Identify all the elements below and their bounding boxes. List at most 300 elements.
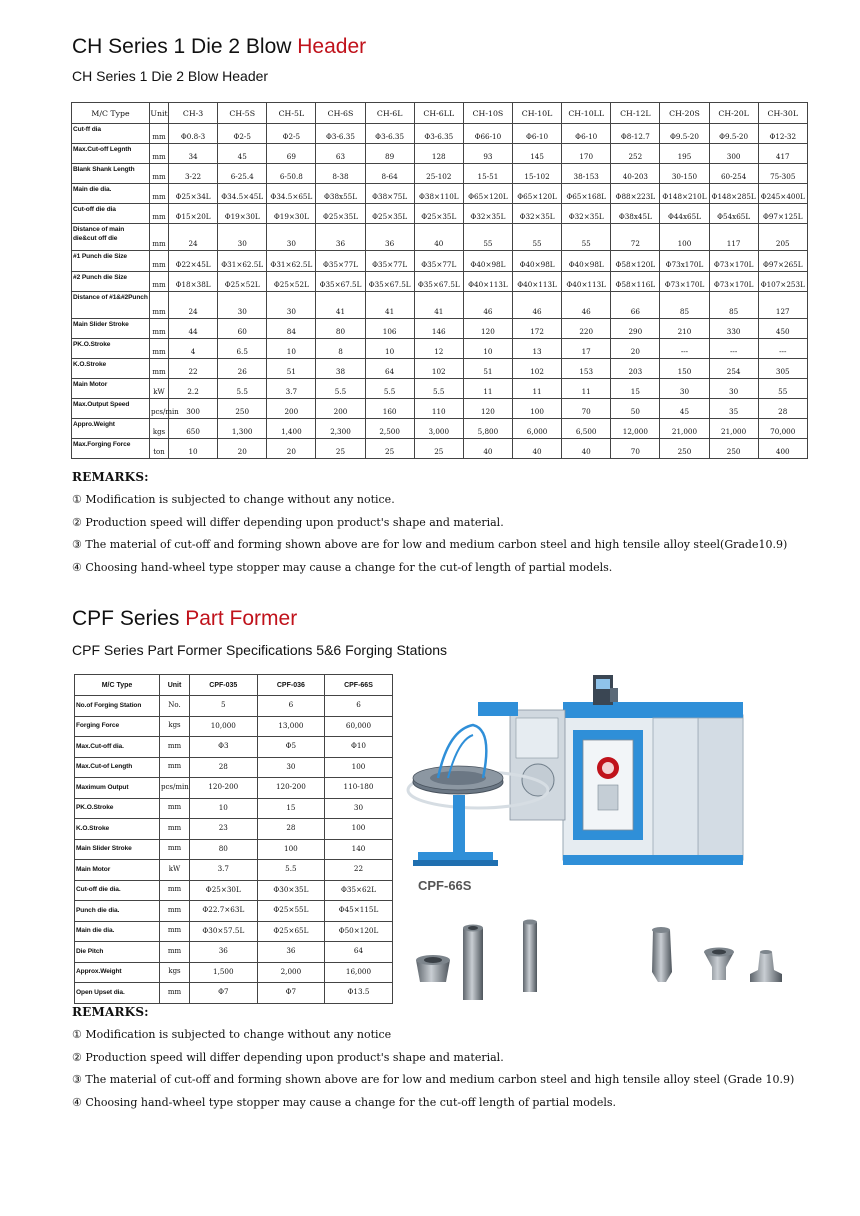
cpf-remark-2: ② Production speed will differ depending upon product's shape and material. (72, 1050, 504, 1064)
ch-value-cell: Φ38×75L (365, 184, 414, 204)
cpf-row-label: Die Pitch (75, 942, 160, 963)
ch-unit-header: Unit (150, 103, 169, 124)
cpf-value-cell: 15 (257, 798, 325, 819)
ch-value-cell: Φ32×35L (463, 204, 512, 224)
cpf-row-unit: mm (160, 737, 190, 758)
cpf-value-cell: 100 (325, 757, 393, 778)
cpf-value-cell: 120-200 (190, 778, 258, 799)
cpf-value-cell: Φ5 (257, 737, 325, 758)
ch-value-cell: 128 (414, 144, 463, 164)
ch-value-cell: --- (709, 338, 758, 358)
ch-value-cell: Φ73x170L (660, 251, 709, 271)
ch-value-cell: 17 (562, 338, 611, 358)
ch-value-cell: 44 (169, 318, 218, 338)
ch-value-cell: 15-102 (512, 164, 561, 184)
ch-table-row (72, 318, 808, 338)
ch-table-row (72, 271, 808, 291)
ch-row-unit: mm (150, 184, 169, 204)
ch-row-unit: mm (150, 164, 169, 184)
cpf-series-subtitle: CPF Series Part Former Specifications 5&6 Forging Stations (72, 642, 448, 658)
cpf-row-unit: mm (160, 983, 190, 1004)
ch-table-row (72, 439, 808, 459)
ch-remark-4: ④ Choosing hand-wheel type stopper may cause a change for the cut-of length of partial models. (72, 560, 613, 574)
cpf-value-cell: 3.7 (190, 860, 258, 881)
ch-row-label: Main die dia. (72, 184, 150, 204)
ch-row-label: Cut-ff dia (72, 124, 150, 144)
ch-value-cell: Φ31×62.5L (218, 251, 267, 271)
ch-value-cell: 45 (660, 399, 709, 419)
cpf-table-row (75, 716, 393, 737)
ch-value-cell: 2,300 (316, 419, 365, 439)
ch-value-cell: 38-153 (562, 164, 611, 184)
cpf-row-label: Main Slider Stroke (75, 839, 160, 860)
cpf-header-row (75, 675, 393, 696)
ch-value-cell: 11 (463, 378, 512, 398)
ch-value-cell: Φ40×98L (512, 251, 561, 271)
ch-value-cell: 40 (414, 224, 463, 251)
ch-value-cell: Φ31×62.5L (267, 251, 316, 271)
ch-value-cell: Φ245×400L (758, 184, 807, 204)
ch-value-cell: Φ9.5-20 (709, 124, 758, 144)
cpf-row-unit: kgs (160, 716, 190, 737)
ch-value-cell: 38 (316, 358, 365, 378)
ch-series-subtitle: CH Series 1 Die 2 Blow Header (72, 68, 269, 84)
cpf-row-unit: mm (160, 798, 190, 819)
ch-row-unit: mm (150, 291, 169, 318)
ch-value-cell: 46 (512, 291, 561, 318)
cpf-table-row (75, 880, 393, 901)
ch-value-cell: 20 (218, 439, 267, 459)
cpf-row-label: Maximum Output (75, 778, 160, 799)
ch-value-cell: 203 (611, 358, 660, 378)
ch-model-header: CH-3 (169, 103, 218, 124)
ch-value-cell: 28 (758, 399, 807, 419)
ch-model-header: CH-5S (218, 103, 267, 124)
ch-row-unit: kgs (150, 419, 169, 439)
part-4 (652, 927, 672, 982)
ch-table-row (72, 399, 808, 419)
cpf-row-unit: mm (160, 921, 190, 942)
ch-value-cell: Φ25×35L (365, 204, 414, 224)
cpf-value-cell: Φ25×65L (257, 921, 325, 942)
ch-value-cell: 25-102 (414, 164, 463, 184)
ch-table-row (72, 358, 808, 378)
ch-value-cell: --- (758, 338, 807, 358)
ch-value-cell: 200 (316, 399, 365, 419)
ch-title-black: CH Series 1 Die 2 Blow (72, 35, 292, 58)
ch-table-row (72, 184, 808, 204)
cpf-value-cell: 30 (325, 798, 393, 819)
ch-value-cell: 24 (169, 224, 218, 251)
cpf-remarks-title: REMARKS: (72, 1005, 149, 1019)
ch-value-cell: 12,000 (611, 419, 660, 439)
ch-value-cell: 127 (758, 291, 807, 318)
cpf-row-label: Main Motor (75, 860, 160, 881)
ch-row-unit: mm (150, 271, 169, 291)
cpf-table-row (75, 757, 393, 778)
ch-value-cell: 300 (709, 144, 758, 164)
ch-value-cell: Φ18×38L (169, 271, 218, 291)
ch-value-cell: 51 (267, 358, 316, 378)
ch-value-cell: 10 (365, 338, 414, 358)
ch-value-cell: Φ40×113L (512, 271, 561, 291)
ch-value-cell: 66 (611, 291, 660, 318)
cpf-value-cell: 10 (190, 798, 258, 819)
ch-value-cell: 6-25.4 (218, 164, 267, 184)
ch-value-cell: 6.5 (218, 338, 267, 358)
ch-remark-1: ① Modification is subjected to change without any notice. (72, 493, 395, 506)
cpf-66s-photo-label: CPF-66S (418, 878, 472, 893)
ch-value-cell: 55 (512, 224, 561, 251)
ch-value-cell: Φ0.8-3 (169, 124, 218, 144)
ch-value-cell: 220 (562, 318, 611, 338)
part-2 (463, 925, 483, 1001)
ch-spec-table (71, 102, 808, 459)
ch-row-label: Appro.Weight (72, 419, 150, 439)
cpf-value-cell: Φ10 (325, 737, 393, 758)
ch-value-cell: 5.5 (316, 378, 365, 398)
ch-row-unit: mm (150, 224, 169, 251)
ch-value-cell: Φ32×35L (512, 204, 561, 224)
ch-value-cell: Φ3-6.35 (316, 124, 365, 144)
ch-value-cell: 36 (365, 224, 414, 251)
cpf-table-row (75, 778, 393, 799)
ch-table-row (72, 251, 808, 271)
ch-value-cell: 250 (660, 439, 709, 459)
ch-value-cell: 153 (562, 358, 611, 378)
cpf-value-cell: 23 (190, 819, 258, 840)
ch-value-cell: Φ40×98L (562, 251, 611, 271)
ch-value-cell: 6-50.8 (267, 164, 316, 184)
ch-value-cell: 85 (660, 291, 709, 318)
ch-value-cell: Φ58×116L (611, 271, 660, 291)
ch-table-row (72, 378, 808, 398)
ch-table-row (72, 419, 808, 439)
ch-value-cell: Φ35×67.5L (316, 271, 365, 291)
cpf-row-label: No.of Forging Station (75, 696, 160, 717)
ch-value-cell: 25 (316, 439, 365, 459)
ch-row-label: Max.Cut-off Legnth (72, 144, 150, 164)
ch-value-cell: 46 (463, 291, 512, 318)
ch-value-cell: Φ6-10 (562, 124, 611, 144)
ch-value-cell: Φ2-5 (218, 124, 267, 144)
cpf-row-unit: mm (160, 942, 190, 963)
cpf-row-label: K.O.Stroke (75, 819, 160, 840)
cpf-row-unit: No. (160, 696, 190, 717)
ch-row-label: Distance of #1&#2Punch (72, 291, 150, 318)
ch-row-unit: mm (150, 358, 169, 378)
ch-value-cell: 20 (267, 439, 316, 459)
ch-value-cell: Φ66-10 (463, 124, 512, 144)
ch-value-cell: 250 (218, 399, 267, 419)
cpf-table-row (75, 839, 393, 860)
ch-header-row (72, 103, 808, 124)
ch-value-cell: 117 (709, 224, 758, 251)
ch-model-header: CH-30L (758, 103, 807, 124)
ch-value-cell: 25 (365, 439, 414, 459)
ch-value-cell: Φ148×285L (709, 184, 758, 204)
ch-value-cell: Φ107×253L (758, 271, 807, 291)
ch-row-unit: kW (150, 378, 169, 398)
ch-value-cell: 200 (267, 399, 316, 419)
ch-value-cell: 30 (218, 224, 267, 251)
ch-value-cell: 55 (758, 378, 807, 398)
ch-value-cell: 5.5 (218, 378, 267, 398)
ch-value-cell: Φ38x55L (316, 184, 365, 204)
ch-value-cell: 40-203 (611, 164, 660, 184)
ch-value-cell: 15 (611, 378, 660, 398)
ch-row-label: Blank Shank Length (72, 164, 150, 184)
ch-value-cell: 102 (414, 358, 463, 378)
cpf-row-unit: mm (160, 880, 190, 901)
part-3 (523, 920, 537, 993)
cpf-table-row (75, 983, 393, 1004)
cpf-row-label: Max.Cut-of Length (75, 757, 160, 778)
ch-value-cell: 69 (267, 144, 316, 164)
ch-value-cell: 12 (414, 338, 463, 358)
ch-value-cell: Φ38×110L (414, 184, 463, 204)
ch-value-cell: Φ25×35L (414, 204, 463, 224)
ch-value-cell: 40 (562, 439, 611, 459)
ch-model-header: CH-6L (365, 103, 414, 124)
cpf-value-cell: 28 (190, 757, 258, 778)
ch-value-cell: 8 (316, 338, 365, 358)
ch-value-cell: 8-64 (365, 164, 414, 184)
ch-value-cell: 70,000 (758, 419, 807, 439)
cpf-value-cell: Φ13.5 (325, 983, 393, 1004)
cpf-value-cell: 1,500 (190, 962, 258, 983)
cpf-remark-1: ① Modification is subjected to change without any notice (72, 1028, 392, 1041)
cpf-row-label: Punch die dia. (75, 901, 160, 922)
cpf-value-cell: Φ35×62L (325, 880, 393, 901)
cpf-value-cell: 36 (257, 942, 325, 963)
ch-value-cell: Φ12-32 (758, 124, 807, 144)
cpf-value-cell: 60,000 (325, 716, 393, 737)
ch-value-cell: Φ34.5×65L (267, 184, 316, 204)
ch-value-cell: 36 (316, 224, 365, 251)
ch-value-cell: 93 (463, 144, 512, 164)
cpf-value-cell: 100 (257, 839, 325, 860)
part-1 (416, 955, 450, 982)
ch-value-cell: 30-150 (660, 164, 709, 184)
ch-value-cell: 25 (414, 439, 463, 459)
cpf-value-cell: Φ50×120L (325, 921, 393, 942)
ch-value-cell: 84 (267, 318, 316, 338)
ch-value-cell: 11 (512, 378, 561, 398)
ch-value-cell: 290 (611, 318, 660, 338)
cpf-table-row (75, 696, 393, 717)
ch-value-cell: 55 (463, 224, 512, 251)
ch-value-cell: 24 (169, 291, 218, 318)
ch-value-cell: 210 (660, 318, 709, 338)
ch-value-cell: 106 (365, 318, 414, 338)
ch-model-header: CH-20S (660, 103, 709, 124)
ch-value-cell: 21,000 (709, 419, 758, 439)
ch-value-cell: 1,400 (267, 419, 316, 439)
ch-value-cell: 170 (562, 144, 611, 164)
cpf-value-cell: Φ3 (190, 737, 258, 758)
ch-value-cell: 120 (463, 318, 512, 338)
ch-value-cell: 26 (218, 358, 267, 378)
ch-row-label: Distance of main die&cut off die (72, 224, 150, 251)
ch-value-cell: 5,800 (463, 419, 512, 439)
ch-value-cell: 102 (512, 358, 561, 378)
ch-value-cell: 30 (660, 378, 709, 398)
cpf-table-row (75, 962, 393, 983)
cpf-remark-4: ④ Choosing hand-wheel type stopper may cause a change for the cut-off length of partial models. (72, 1095, 617, 1109)
cpf-table-row (75, 737, 393, 758)
ch-table-row (72, 124, 808, 144)
ch-value-cell: 30 (267, 291, 316, 318)
ch-row-label: Main Slider Stroke (72, 318, 150, 338)
ch-value-cell: Φ54x65L (709, 204, 758, 224)
ch-value-cell: 41 (414, 291, 463, 318)
cpf-value-cell: 100 (325, 819, 393, 840)
ch-value-cell: Φ3-6.35 (365, 124, 414, 144)
ch-row-unit: mm (150, 124, 169, 144)
cpf-table-row (75, 942, 393, 963)
cpf-value-cell: 5 (190, 696, 258, 717)
ch-table-row (72, 291, 808, 318)
ch-value-cell: Φ25×35L (316, 204, 365, 224)
ch-remarks-title: REMARKS: (72, 470, 149, 484)
ch-value-cell: 30 (267, 224, 316, 251)
ch-value-cell: Φ25×52L (218, 271, 267, 291)
ch-model-header: CH-12L (611, 103, 660, 124)
ch-remark-2: ② Production speed will differ depending upon product's shape and material. (72, 515, 504, 529)
cpf-series-title (72, 607, 297, 631)
ch-value-cell: 120 (463, 399, 512, 419)
ch-value-cell: Φ65×120L (512, 184, 561, 204)
ch-corner-cell: M/C Type (72, 103, 150, 124)
ch-value-cell: 205 (758, 224, 807, 251)
ch-value-cell: Φ88×223L (611, 184, 660, 204)
ch-value-cell: 63 (316, 144, 365, 164)
ch-table-row (72, 164, 808, 184)
ch-value-cell: 70 (562, 399, 611, 419)
cpf-row-label: Main die dia. (75, 921, 160, 942)
ch-value-cell: 145 (512, 144, 561, 164)
ch-value-cell: Φ19×30L (267, 204, 316, 224)
cpf-row-unit: mm (160, 839, 190, 860)
part-6 (750, 950, 782, 982)
ch-table-row (72, 144, 808, 164)
cpf-unit-header: Unit (160, 675, 190, 696)
ch-value-cell: 15-51 (463, 164, 512, 184)
ch-value-cell: 13 (512, 338, 561, 358)
ch-value-cell: Φ44x65L (660, 204, 709, 224)
ch-value-cell: 650 (169, 419, 218, 439)
ch-value-cell: Φ97×125L (758, 204, 807, 224)
cpf-value-cell: 10,000 (190, 716, 258, 737)
ch-value-cell: Φ40×113L (562, 271, 611, 291)
cpf-value-cell: Φ25×30L (190, 880, 258, 901)
ch-value-cell: Φ9.5-20 (660, 124, 709, 144)
ch-value-cell: 40 (463, 439, 512, 459)
ch-model-header: CH-6S (316, 103, 365, 124)
ch-value-cell: 3.7 (267, 378, 316, 398)
ch-value-cell: 60 (218, 318, 267, 338)
ch-value-cell: Φ25×52L (267, 271, 316, 291)
cpf-value-cell: Φ7 (190, 983, 258, 1004)
ch-row-label: K.O.Stroke (72, 358, 150, 378)
cpf-value-cell: Φ30×57.5L (190, 921, 258, 942)
ch-value-cell: 2,500 (365, 419, 414, 439)
ch-value-cell: Φ6-10 (512, 124, 561, 144)
ch-value-cell: 160 (365, 399, 414, 419)
cpf-value-cell: 110-180 (325, 778, 393, 799)
ch-value-cell: 6,500 (562, 419, 611, 439)
ch-table-row (72, 204, 808, 224)
cpf-value-cell: 5.5 (257, 860, 325, 881)
cpf-row-label: Max.Cut-off dia. (75, 737, 160, 758)
ch-table-row (72, 338, 808, 358)
ch-value-cell: 60-254 (709, 164, 758, 184)
cpf-value-cell: Φ22.7×63L (190, 901, 258, 922)
cpf-value-cell: 36 (190, 942, 258, 963)
cpf-value-cell: 6 (325, 696, 393, 717)
ch-value-cell: 146 (414, 318, 463, 338)
ch-value-cell: 80 (316, 318, 365, 338)
ch-table-row (72, 224, 808, 251)
ch-value-cell: 30 (218, 291, 267, 318)
ch-row-label: Cut-off die dia (72, 204, 150, 224)
cpf-row-label: PK.O.Stroke (75, 798, 160, 819)
cpf-value-cell: 64 (325, 942, 393, 963)
ch-row-label: #2 Punch die Size (72, 271, 150, 291)
ch-value-cell: 64 (365, 358, 414, 378)
cpf-row-unit: mm (160, 819, 190, 840)
ch-row-label: PK.O.Stroke (72, 338, 150, 358)
ch-model-header: CH-5L (267, 103, 316, 124)
ch-value-cell: --- (660, 338, 709, 358)
cpf-remarks (72, 1005, 794, 1114)
ch-row-unit: mm (150, 318, 169, 338)
ch-row-unit: mm (150, 251, 169, 271)
ch-value-cell: Φ8-12.7 (611, 124, 660, 144)
cpf-remark-3: ③ The material of cut-off and forming shown above are for low and medium carbon steel and high tensile alloy steel (Grade 10.9) (72, 1073, 795, 1086)
ch-value-cell: 330 (709, 318, 758, 338)
cpf-value-cell: 120-200 (257, 778, 325, 799)
ch-value-cell: Φ35×67.5L (365, 271, 414, 291)
ch-value-cell: 150 (660, 358, 709, 378)
ch-value-cell: 46 (562, 291, 611, 318)
ch-value-cell: 21,000 (660, 419, 709, 439)
cpf-value-cell: Φ45×115L (325, 901, 393, 922)
cpf-title-black: CPF Series (72, 607, 180, 630)
ch-value-cell: 100 (660, 224, 709, 251)
cpf-value-cell: 16,000 (325, 962, 393, 983)
ch-value-cell: 252 (611, 144, 660, 164)
ch-value-cell: Φ15×20L (169, 204, 218, 224)
forged-parts-photo (408, 912, 788, 1017)
cpf-model-header: CPF-66S (325, 675, 393, 696)
cpf-value-cell: 80 (190, 839, 258, 860)
ch-value-cell: Φ32×35L (562, 204, 611, 224)
cpf-row-unit: mm (160, 757, 190, 778)
ch-value-cell: 450 (758, 318, 807, 338)
cpf-value-cell: 22 (325, 860, 393, 881)
cpf-row-label: Forging Force (75, 716, 160, 737)
cpf-value-cell: 28 (257, 819, 325, 840)
ch-value-cell: 3-22 (169, 164, 218, 184)
cpf-title-red: Part Former (185, 607, 298, 630)
ch-value-cell: Φ35×77L (414, 251, 463, 271)
cpf-model-header: CPF-036 (257, 675, 325, 696)
ch-value-cell: 75-305 (758, 164, 807, 184)
ch-value-cell: 110 (414, 399, 463, 419)
ch-value-cell: 100 (512, 399, 561, 419)
